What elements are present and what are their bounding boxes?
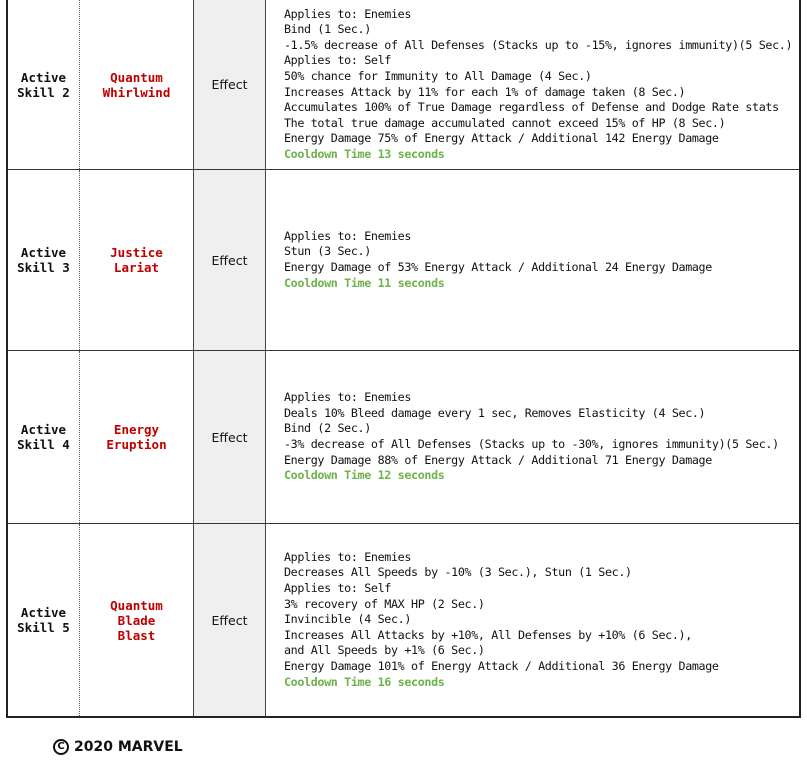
skill-description	[266, 0, 799, 169]
skill-name: Justice Lariat	[80, 170, 194, 350]
description-line: Increases All Attacks by +10%, All Defenses by +10% (6 Sec.),	[284, 627, 692, 642]
skill-type: Effect	[194, 170, 266, 350]
description-line: Energy Damage of 53% Energy Attack / Additional 24 Energy Damage	[284, 260, 712, 274]
description-line: Decreases All Speeds by -10% (3 Sec.), Stun (1 Sec.)	[284, 565, 632, 580]
description-line: Applies to: Enemies	[284, 6, 412, 21]
description-line: Applies to: Self	[284, 581, 391, 596]
description-line: Bind (2 Sec.)	[284, 421, 371, 436]
cooldown-text: Cooldown Time 13 seconds	[284, 146, 445, 161]
description-line: Energy Damage 75% of Energy Attack / Additional 142 Energy Damage	[284, 131, 719, 146]
skill-slot-label: Active Skill 4	[8, 351, 80, 523]
skill-slot-label: Active Skill 5	[8, 524, 80, 716]
description-line: Applies to: Enemies	[284, 390, 412, 405]
copyright-footer	[53, 739, 183, 755]
skill-description	[266, 170, 799, 350]
description-line: Increases Attack by 11% for each 1% of damage taken (8 Sec.)	[284, 84, 686, 99]
cooldown-text: Cooldown Time 11 seconds	[284, 275, 445, 290]
description-line: Energy Damage 101% of Energy Attack / Additional 36 Energy Damage	[284, 658, 719, 673]
skill-name: Energy Eruption	[80, 351, 194, 523]
skill-description	[266, 351, 799, 523]
description-line: Deals 10% Bleed damage every 1 sec, Removes Elasticity (4 Sec.)	[284, 405, 706, 420]
skill-description	[266, 524, 799, 716]
description-line: -3% decrease of All Defenses (Stacks up to -30%, ignores immunity)(5 Sec.)	[284, 437, 779, 451]
description-line: Applies to: Enemies	[284, 549, 412, 564]
description-line: -1.5% decrease of All Defenses (Stacks up to -15%, ignores immunity)(5 Sec.)	[284, 37, 793, 52]
table-row	[8, 170, 799, 351]
skill-type: Effect	[194, 524, 266, 716]
table-row	[8, 351, 799, 524]
skill-name: Quantum Whirlwind	[80, 0, 194, 169]
description-line: Applies to: Self	[284, 53, 391, 68]
table-row	[8, 0, 799, 170]
description-line: and All Speeds by +1% (6 Sec.)	[284, 643, 485, 658]
description-line: Accumulates 100% of True Damage regardless of Defense and Dodge Rate stats	[284, 100, 779, 115]
table-row	[8, 524, 799, 716]
skill-type: Effect	[194, 0, 266, 169]
skill-type: Effect	[194, 351, 266, 523]
cooldown-text: Cooldown Time 16 seconds	[284, 674, 445, 689]
skill-name: Quantum Blade Blast	[80, 524, 194, 716]
copyright-text: 2020 MARVEL	[74, 739, 183, 755]
description-line: 50% chance for Immunity to All Damage (4 Sec.)	[284, 68, 592, 83]
skill-table	[6, 0, 801, 718]
description-line: 3% recovery of MAX HP (2 Sec.)	[284, 596, 485, 611]
skill-slot-label: Active Skill 2	[8, 0, 80, 169]
description-line: The total true damage accumulated cannot exceed 15% of HP (8 Sec.)	[284, 115, 726, 130]
cooldown-text: Cooldown Time 12 seconds	[284, 468, 445, 483]
description-line: Stun (3 Sec.)	[284, 244, 371, 259]
description-line: Energy Damage 88% of Energy Attack / Additional 71 Energy Damage	[284, 452, 712, 467]
skill-slot-label: Active Skill 3	[8, 170, 80, 350]
description-line: Bind (1 Sec.)	[284, 22, 371, 37]
copyright-icon: C	[53, 739, 69, 755]
description-line: Applies to: Enemies	[284, 228, 412, 243]
description-line: Invincible (4 Sec.)	[284, 612, 412, 627]
